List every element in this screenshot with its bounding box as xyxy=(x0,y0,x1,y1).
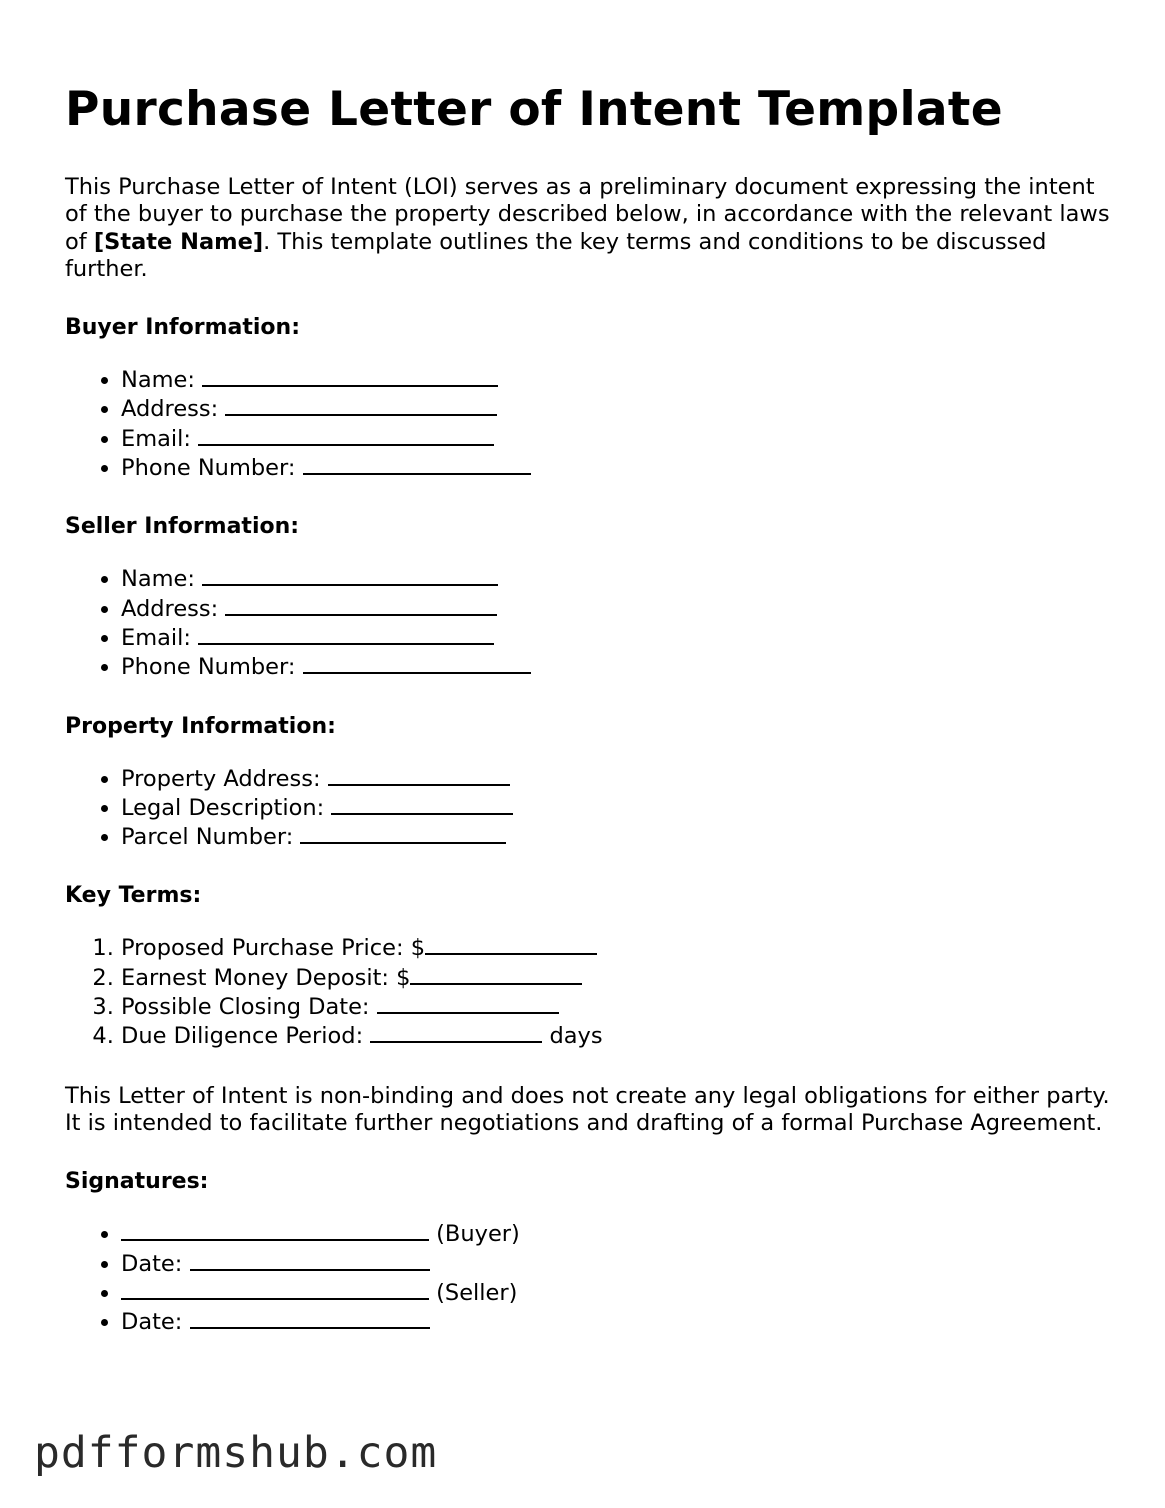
seller-email-blank[interactable] xyxy=(198,623,494,645)
signatures-list xyxy=(65,1219,1115,1336)
due-diligence-item xyxy=(121,1021,1115,1050)
seller-name-blank[interactable] xyxy=(202,564,498,586)
buyer-signature-label: (Buyer) xyxy=(436,1221,520,1248)
buyer-name-label: Name: xyxy=(121,367,195,394)
days-label: days xyxy=(549,1023,603,1050)
seller-email-item xyxy=(121,623,1115,652)
property-list xyxy=(65,764,1115,852)
buyer-date-item xyxy=(121,1249,1115,1278)
legal-description-label: Legal Description: xyxy=(121,794,325,821)
earnest-deposit-item xyxy=(121,963,1115,992)
key-terms-list xyxy=(65,933,1115,1050)
purchase-price-label: Proposed Purchase Price: $ xyxy=(121,935,426,962)
seller-date-label: Date: xyxy=(121,1309,183,1336)
seller-heading: Seller Information: xyxy=(65,514,300,540)
earnest-deposit-blank[interactable] xyxy=(410,963,582,985)
buyer-name-item xyxy=(121,365,1115,394)
seller-phone-item xyxy=(121,652,1115,681)
seller-address-item xyxy=(121,594,1115,623)
legal-description-blank[interactable] xyxy=(331,793,513,815)
seller-date-blank[interactable] xyxy=(190,1307,430,1329)
seller-phone-blank[interactable] xyxy=(303,652,531,674)
property-heading: Property Information: xyxy=(65,713,336,739)
buyer-date-label: Date: xyxy=(121,1250,183,1277)
legal-description-item xyxy=(121,793,1115,822)
seller-email-label: Email: xyxy=(121,624,192,651)
state-name-placeholder: [State Name] xyxy=(93,228,264,255)
buyer-address-label: Address: xyxy=(121,396,219,423)
intro-text-1: This Purchase Letter of Intent (LOI) serves as a preliminary document expressing the intent of the buyer to purchase the property described below, in accordance with the relevant laws of xyxy=(65,174,1110,255)
buyer-email-blank[interactable] xyxy=(198,424,494,446)
buyer-email-label: Email: xyxy=(121,425,192,452)
buyer-signature-item xyxy=(121,1219,1115,1248)
intro-paragraph xyxy=(65,174,1115,283)
seller-date-item xyxy=(121,1307,1115,1336)
seller-signature-label: (Seller) xyxy=(436,1279,518,1306)
seller-phone-label: Phone Number: xyxy=(121,654,296,681)
seller-signature-blank[interactable] xyxy=(121,1278,429,1300)
due-diligence-blank[interactable] xyxy=(370,1021,542,1043)
parcel-number-label: Parcel Number: xyxy=(121,824,294,851)
due-diligence-label: Due Diligence Period: xyxy=(121,1023,364,1050)
seller-signature-item xyxy=(121,1278,1115,1307)
property-address-label: Property Address: xyxy=(121,765,321,792)
seller-address-label: Address: xyxy=(121,595,219,622)
closing-date-label: Possible Closing Date: xyxy=(121,994,370,1021)
buyer-address-blank[interactable] xyxy=(225,394,497,416)
closing-date-blank[interactable] xyxy=(377,992,559,1014)
buyer-date-blank[interactable] xyxy=(190,1249,430,1271)
buyer-signature-blank[interactable] xyxy=(121,1219,429,1241)
non-binding-paragraph: This Letter of Intent is non-binding and does not create any legal obligations for either party. It is intended to facilitate further negotiations and drafting of a formal Purchase Agreement. xyxy=(65,1082,1110,1136)
intro-text-2: . This template outlines the key terms and conditions to be discussed further. xyxy=(65,228,1047,282)
buyer-email-item xyxy=(121,424,1115,453)
signatures-heading: Signatures: xyxy=(65,1169,209,1195)
seller-name-label: Name: xyxy=(121,566,195,593)
key-terms-heading: Key Terms: xyxy=(65,883,202,909)
seller-list xyxy=(65,564,1115,681)
closing-date-item xyxy=(121,992,1115,1021)
purchase-price-item xyxy=(121,933,1115,962)
purchase-price-blank[interactable] xyxy=(425,933,597,955)
property-address-item xyxy=(121,764,1115,793)
buyer-phone-item xyxy=(121,453,1115,482)
earnest-deposit-label: Earnest Money Deposit: $ xyxy=(121,964,411,991)
watermark-text: pdfformshub.com xyxy=(34,1428,438,1478)
document-page xyxy=(65,82,1115,1368)
property-address-blank[interactable] xyxy=(328,764,510,786)
buyer-phone-blank[interactable] xyxy=(303,453,531,475)
parcel-number-item xyxy=(121,822,1115,851)
buyer-list xyxy=(65,365,1115,482)
seller-name-item xyxy=(121,564,1115,593)
page-title: Purchase Letter of Intent Template xyxy=(65,82,1003,137)
buyer-heading: Buyer Information: xyxy=(65,315,300,341)
seller-address-blank[interactable] xyxy=(225,594,497,616)
buyer-name-blank[interactable] xyxy=(202,365,498,387)
parcel-number-blank[interactable] xyxy=(300,822,506,844)
buyer-address-item xyxy=(121,394,1115,423)
buyer-phone-label: Phone Number: xyxy=(121,455,296,482)
